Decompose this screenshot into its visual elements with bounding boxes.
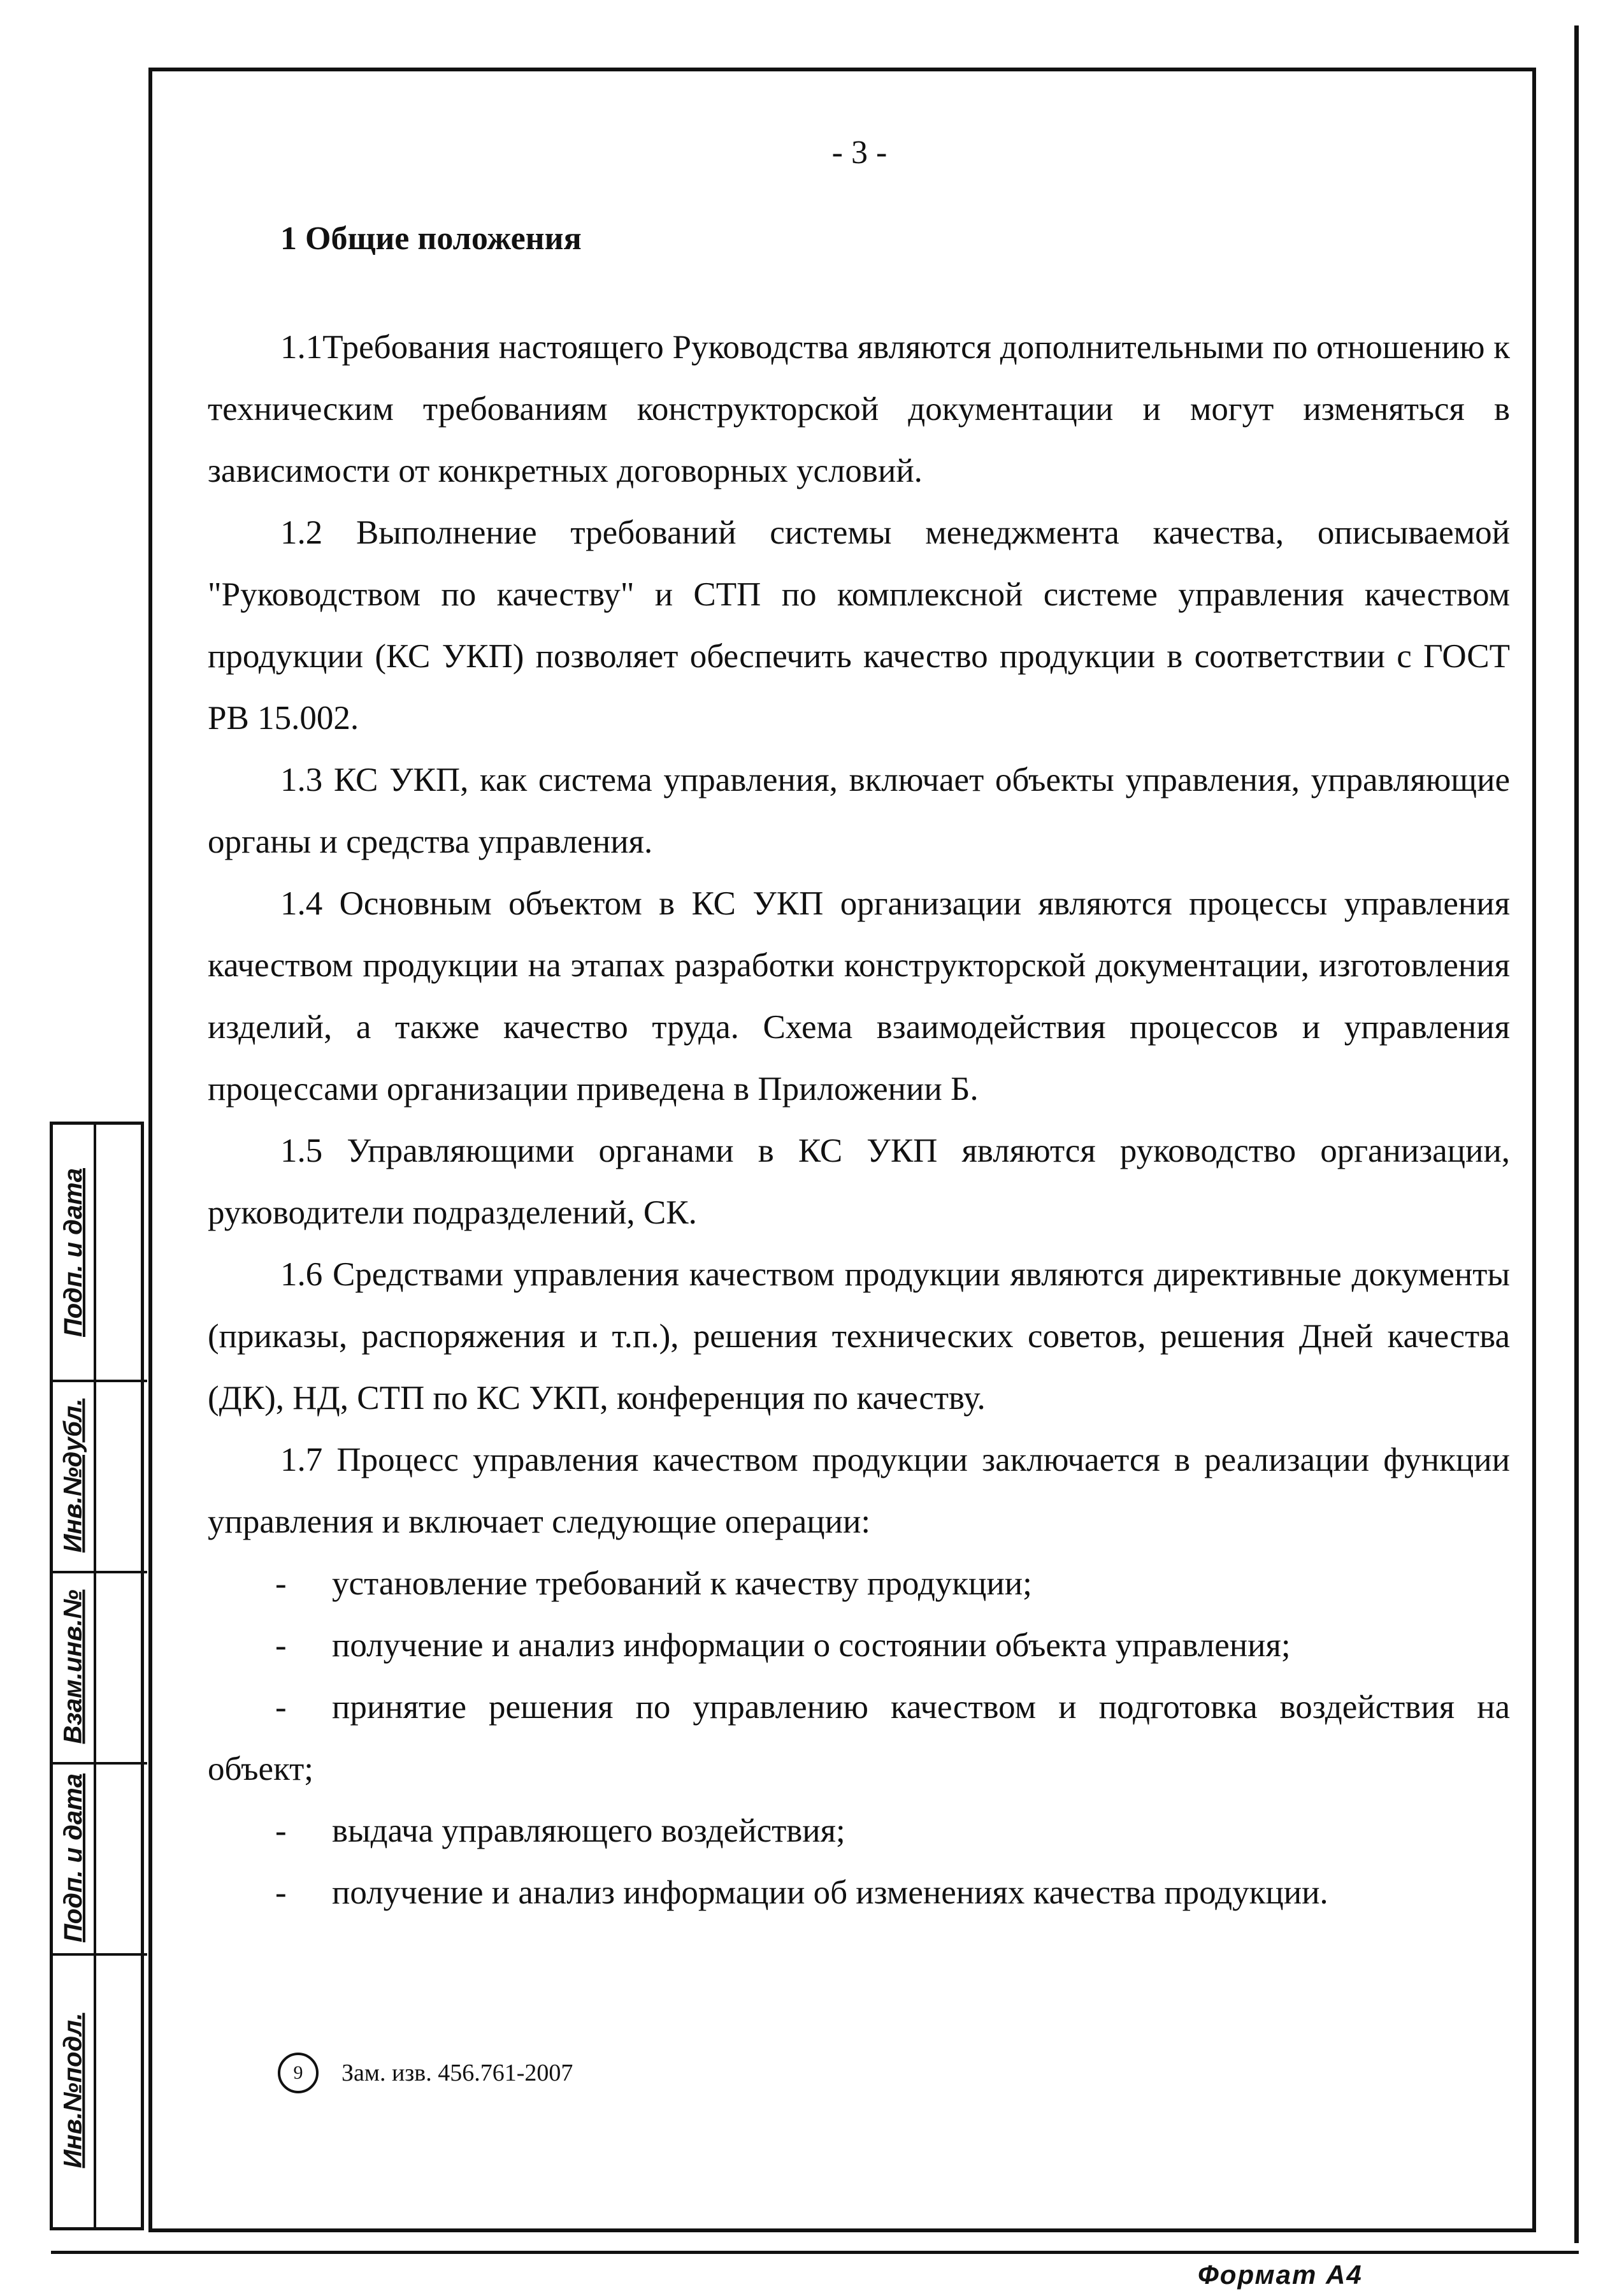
stamp-cell — [53, 1571, 94, 1762]
paragraph-1-4: 1.4 Основным объектом в КС УКП организации являются процессы управления качеством продукции на этапах разработки конструкторской документации, изготовления изделий, а также качество труда. Схема взаимодействия процессов и управления процессами организации приведена в Приложении Б. — [208, 885, 1510, 1108]
list-dash: - — [275, 1874, 287, 1911]
document-body — [208, 317, 1510, 1924]
section-heading: 1 Общие положения — [280, 220, 582, 257]
list-item-text: выдача управляющего воздействия; — [332, 1812, 845, 1849]
format-label: Формат А4 — [1198, 2260, 1363, 2290]
bottom-border-line — [51, 2251, 1579, 2254]
change-number-circle: 9 — [278, 2053, 319, 2093]
paragraph-1-2: 1.2 Выполнение требований системы менеджмента качества, описываемой "Руководством по качеству" и СТП по комплексной системе управления качеством продукции (КС УКП) позволяет обеспечить качество продукции в соответствии с ГОСТ РВ 15.002. — [208, 514, 1510, 737]
stamp-label: Инв.№дубл. — [59, 1398, 87, 1552]
change-note-text: Зам. изв. 456.761-2007 — [341, 2060, 573, 2086]
stamp-cell — [53, 1380, 94, 1571]
page-number: - 3 - — [831, 134, 888, 171]
list-item — [208, 1615, 1510, 1677]
list-item — [208, 1553, 1510, 1615]
paragraph-1-3: 1.3 КС УКП, как система управления, включает объекты управления, управляющие органы и средства управления. — [208, 762, 1510, 860]
list-item-text: получение и анализ информации о состоянии объекта управления; — [332, 1627, 1291, 1664]
list-dash: - — [275, 1689, 287, 1726]
change-note — [278, 2051, 573, 2095]
paragraph-1-7: 1.7 Процесс управления качеством продукции заключается в реализации функции управления и включает следующие операции: — [208, 1441, 1510, 1540]
stamp-label: Подп. и дата — [59, 1773, 87, 1942]
stamp-label: Инв.№подл. — [59, 2012, 87, 2168]
list-item-text: получение и анализ информации об изменениях качества продукции. — [332, 1874, 1328, 1911]
list-dash: - — [275, 1812, 287, 1849]
stamp-column-divider — [94, 1125, 96, 2227]
list-item-text: принятие решения по управлению качеством и подготовка воздействия на объект; — [208, 1689, 1510, 1787]
list-dash: - — [275, 1627, 287, 1664]
paragraph-1-5: 1.5 Управляющими органами в КС УКП являются руководство организации, руководители подразделений, СК. — [208, 1132, 1510, 1231]
list-item — [208, 1862, 1510, 1924]
list-dash: - — [275, 1565, 287, 1602]
paragraph-1-1: 1.1Требования настоящего Руководства являются дополнительными по отношению к техническим требованиям конструкторской документации и могут изменяться в зависимости от конкретных договорных условий. — [208, 329, 1510, 489]
stamp-label: Подп. и дата — [59, 1167, 87, 1337]
list-item — [208, 1677, 1510, 1800]
list-item-text: установление требований к качеству продукции; — [332, 1565, 1032, 1602]
stamp-cell — [53, 1953, 94, 2227]
list-item — [208, 1800, 1510, 1862]
stamp-cell — [53, 1125, 94, 1380]
stamp-cell — [53, 1762, 94, 1953]
paragraph-1-6: 1.6 Средствами управления качеством продукции являются директивные документы (приказы, распоряжения и т.п.), решения технических советов, решения Дней качества (ДК), НД, СТП по КС УКП, конференция по качеству. — [208, 1256, 1510, 1417]
side-stamp-table — [50, 1122, 144, 2230]
right-border-line — [1574, 25, 1579, 2243]
stamp-label: Взам.инв.№ — [59, 1589, 87, 1744]
